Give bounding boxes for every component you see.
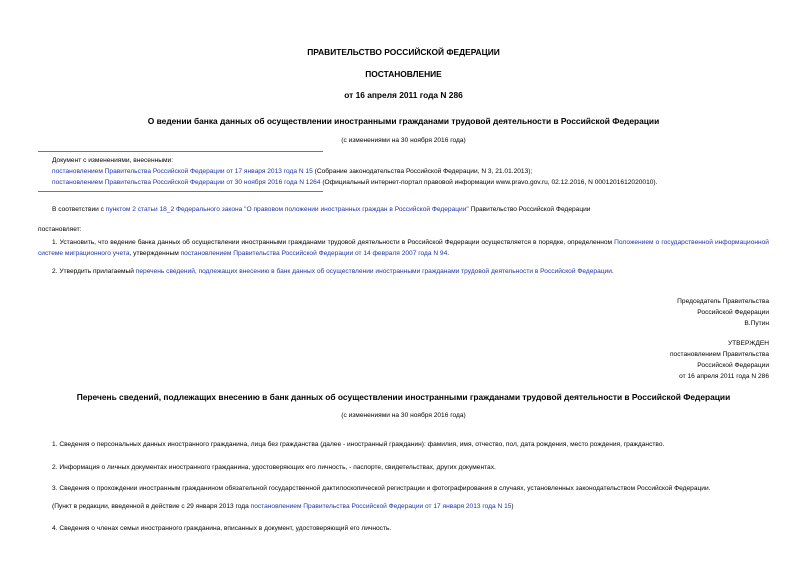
list-item-3-note <box>52 503 514 511</box>
approved-line-4: от 16 апреля 2011 года N 286 <box>679 373 769 380</box>
list-item-1: 1. Сведения о персональных данных иностранного гражданина, лица без гражданства (далее - иностранный гражданин): фамилия, имя, отчество, пол, дата рождения, место рождения, гражданство. <box>52 441 665 448</box>
list-item-4: 4. Сведения о членах семьи иностранного гражданина, вписанных в документ, удостоверяющий его личность. <box>52 525 392 532</box>
changes-note: (с изменениями на 30 ноября 2016 года) <box>341 137 466 144</box>
list-item-2: 2. Информация о личных документах иностранного гражданина, удостоверяющих его личность, - паспорте, свидетельствах, других документах. <box>52 464 496 471</box>
resolution-item-2 <box>52 268 614 276</box>
approved-line-3: Российской Федерации <box>697 362 769 369</box>
document-date-number: от 16 апреля 2011 года N 286 <box>344 90 463 100</box>
item2-end: . <box>611 268 614 275</box>
document-title: О ведении банка данных об осуществлении иностранными гражданами трудовой деятельности в Российской Федерации <box>147 116 660 126</box>
signature-line-2: Российской Федерации <box>697 309 769 316</box>
signature-line-1: Председатель Правительства <box>677 298 769 305</box>
amendment-tail-2: (Официальный интернет-портал правовой информации www.pravo.gov.ru, 02.12.2016, N 0001201612020010). <box>320 179 658 186</box>
preamble <box>52 206 590 214</box>
decree-15-link[interactable]: постановлением Правительства Российской Федерации от 17 января 2013 года N 15 <box>250 503 512 510</box>
amendment-link-1[interactable]: постановлением Правительства Российской Федерации от 17 января 2013 года N 15 <box>52 168 313 175</box>
note-end: ) <box>511 503 514 510</box>
approved-line-2: постановлением Правительства <box>669 351 769 358</box>
item1-end: . <box>447 250 450 257</box>
item2-text: 2. Утвердить прилагаемый <box>52 268 136 275</box>
amendments-intro: Документ с изменениями, внесенными: <box>52 157 174 164</box>
list-changes-note: (с изменениями на 30 ноября 2016 года) <box>341 412 466 419</box>
preamble-end: Правительство Российской Федерации <box>468 206 591 213</box>
government-heading: ПРАВИТЕЛЬСТВО РОССИЙСКОЙ ФЕДЕРАЦИИ <box>307 47 500 57</box>
document-type: ПОСТАНОВЛЕНИЕ <box>365 69 442 79</box>
preamble-start: В соответствии с <box>52 206 106 213</box>
amendment-tail-1: (Собрание законодательства Российской Федерации, N 3, 21.01.2013); <box>312 168 533 175</box>
resolution-item-1 <box>38 237 769 259</box>
divider-top <box>38 151 323 152</box>
federal-law-link[interactable]: пунктом 2 статьи 18_2 Федерального закона "О правовом положении иностранных граждан в Российской Федерации" <box>105 206 469 213</box>
amendment-link-2[interactable]: постановлением Правительства Российской Федерации от 30 ноября 2016 года N 1264 <box>52 179 321 186</box>
amendment-line-2 <box>52 179 657 187</box>
item1-text: 1. Установить, что ведение банка данных об осуществлении иностранными гражданами трудовой деятельности в Российской Федерации осуществляется в порядке, определенном <box>52 239 615 246</box>
item1-mid: , утвержденным <box>129 250 181 257</box>
note-start: (Пункт в редакции, введенной в действие с 29 января 2013 года <box>52 503 251 510</box>
amendment-line-1 <box>52 168 532 176</box>
regulation-link[interactable]: Положением о государственной информационной системе миграционного учета <box>38 239 769 257</box>
approved-line-1: УТВЕРЖДЕН <box>727 340 769 347</box>
signature-name: В.Путин <box>744 320 769 327</box>
list-item-3: 3. Сведения о прохождении иностранным гражданином обязательной государственной дактилоскопической регистрации и фотографирования в случаях, установленных законодательством Российской Федерации. <box>52 485 711 492</box>
decree-94-link[interactable]: постановлением Правительства Российской Федерации от 14 февраля 2007 года N 94 <box>180 250 448 257</box>
list-title: Перечень сведений, подлежащих внесению в банк данных об осуществлении иностранными гражданами трудовой деятельности в Российской Федерации <box>76 392 731 402</box>
list-link[interactable]: перечень сведений, подлежащих внесению в банк данных об осуществлении иностранными гражданами трудовой деятельности в Российской Федерации <box>135 268 612 275</box>
divider-bottom <box>38 191 323 192</box>
resolves-label: постановляет: <box>38 226 82 233</box>
